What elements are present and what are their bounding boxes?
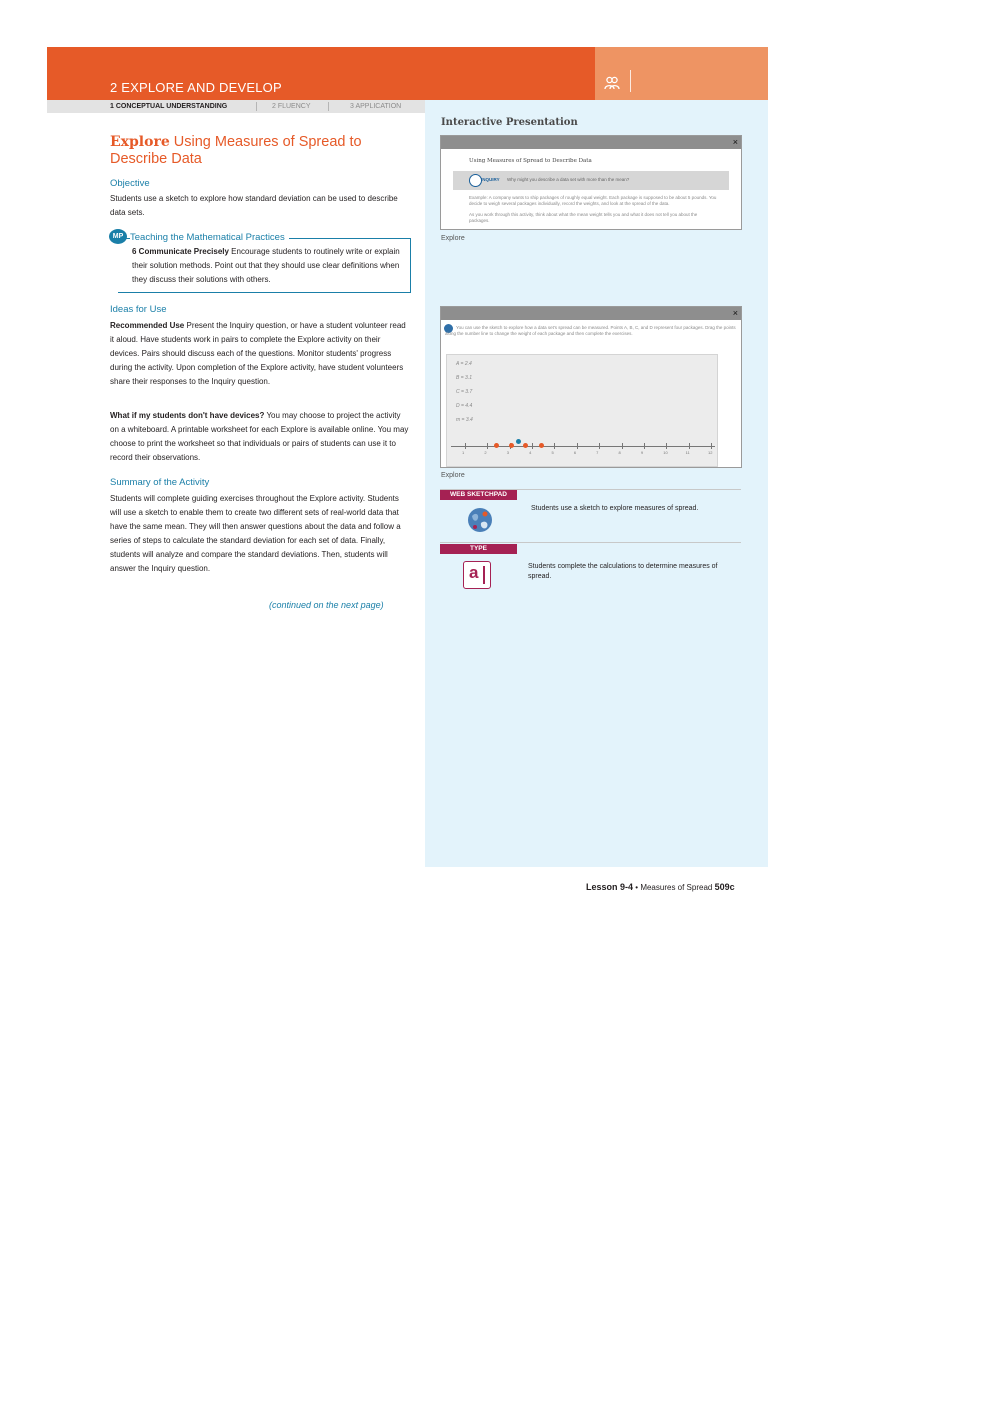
axis-tick [554, 443, 555, 449]
axis-label: 8 [618, 450, 621, 455]
sketch-label: D = 4.4 [456, 403, 473, 409]
web-sketchpad-icon [467, 506, 493, 534]
axis-label: 4 [529, 450, 532, 455]
group-icon [604, 76, 620, 90]
data-point[interactable] [509, 443, 514, 448]
mp-body: Encourage students to routinely write or explain their solution methods. Point out that they should use clear definitions when they discuss their solutions with others. [132, 247, 400, 284]
screenshot-paragraph-2: As you work through this activity, think about what the mean weight tells you and what it does not tell you about the packages. [469, 212, 698, 223]
caption-explore-2: Explore [441, 472, 465, 479]
type-letter: a [469, 563, 479, 582]
interactive-heading: Interactive Presentation [441, 117, 578, 128]
ideas-p2-text: You may choose to project the activity on a whiteboard. A printable worksheet for each Explore is available online. You may choose to print the worksheet so that individuals or pairs of students can use it to record their observations. [110, 411, 409, 462]
axis-tick [577, 443, 578, 449]
screenshot-title: Using Measures of Spread to Describe Data [469, 158, 592, 164]
web-sketchpad-tag: WEB SKETCHPAD [440, 490, 517, 500]
footer-lesson: Lesson 9-4 [586, 882, 634, 892]
screenshot-titlebar [441, 307, 741, 320]
footer-topic: Measures of Spread [640, 883, 713, 892]
axis-label: 6 [573, 450, 577, 455]
tab-conceptual-understanding[interactable]: 1 CONCEPTUAL UNDERSTANDING [110, 103, 228, 110]
summary-text: Students will complete guiding exercises throughout the Explore activity. Students will use a sketch to enable them to create two different sets of real-world data that have the same mean. They will then answer questions about the data and follow a series of steps to calculate the standard deviation for each set of data. Finally, students will analyze and compare the standard deviations. Then, students will answer the Inquiry question. [110, 494, 401, 573]
type-description: Students complete the calculations to determine measures of spread. [528, 563, 718, 580]
mean-marker [516, 439, 521, 444]
axis-label: 5 [551, 450, 554, 455]
caption-explore-1: Explore [441, 235, 465, 242]
objective-text: Students use a sketch to explore how standard deviation can be used to describe data sets. [110, 194, 398, 217]
page-title [110, 134, 410, 168]
tab-application[interactable]: 3 APPLICATION [350, 103, 402, 110]
sketch-label: A = 2.4 [456, 361, 472, 367]
summary-heading: Summary of the Activity [110, 477, 210, 488]
axis-label: 11 [685, 450, 690, 455]
axis-tick [599, 443, 600, 449]
ideas-paragraph-2 [110, 409, 410, 465]
type-tag: TYPE [440, 544, 517, 554]
close-icon[interactable]: × [732, 137, 738, 147]
axis-label: 3 [506, 450, 509, 455]
axis-label: 12 [708, 450, 713, 455]
screenshot-explore-sketch [440, 306, 742, 468]
divider [440, 542, 741, 543]
data-point[interactable] [539, 443, 544, 448]
screenshot-paragraph-1: Example: A company wants to ship packages of roughly equal weight. Each package is supposed to be about 5 pounds. You decide to weigh several packages individually, record the weights, and look at the spread of the data. [469, 195, 717, 206]
header-divider [630, 70, 631, 92]
web-sketchpad-description: Students use a sketch to explore measures of spread. [531, 505, 699, 512]
data-point[interactable] [523, 443, 528, 448]
axis-tick [689, 443, 690, 449]
tab-separator [328, 102, 329, 111]
number-line [451, 446, 715, 447]
inquiry-label: INQUIRY [481, 177, 500, 182]
ideas-p1-lead: Recommended Use [110, 321, 185, 330]
axis-label: 10 [663, 450, 668, 455]
axis-tick [487, 443, 488, 449]
cursor-bar [483, 566, 485, 584]
inquiry-bar [453, 171, 729, 190]
footer-page: 509c [714, 882, 735, 892]
axis-tick [465, 443, 466, 449]
ideas-p2-lead: What if my students don't have devices? [110, 411, 265, 420]
ideas-heading: Ideas for Use [110, 304, 167, 315]
footer-bullet: • [635, 883, 639, 892]
close-icon[interactable]: × [732, 308, 738, 318]
objective-heading: Objective [110, 178, 150, 189]
tab-fluency[interactable]: 2 FLUENCY [272, 103, 311, 110]
sketch-instructions: You can use the sketch to explore how a data set's spread can be measured. Points A, B, C, and D represent four packages. Drag the points along the number line to change the weight of each package and then complete the exercises. [445, 325, 736, 336]
axis-tick [532, 443, 533, 449]
page-footer [586, 882, 735, 892]
continued-note: (continued on the next page) [269, 600, 384, 610]
ideas-p1-text: Present the Inquiry question, or have a student volunteer read it aloud. Have students work in pairs to complete the Explore activity on their devices. Pairs should discuss each of the questions. Monitor students' progress during the activity. Upon completion of the Explore activity, have student volunteers share their responses to the Inquiry question. [110, 321, 406, 386]
screenshot-titlebar [441, 136, 741, 149]
data-point[interactable] [494, 443, 499, 448]
axis-label: 1 [462, 450, 465, 455]
tab-separator [256, 102, 257, 111]
axis-label: 2 [484, 450, 487, 455]
inquiry-text: Why might you describe a data set with more than the mean? [507, 177, 630, 182]
sketch-label: C = 3.7 [456, 389, 473, 395]
sketch-label: B = 3.1 [456, 375, 472, 381]
axis-tick [622, 443, 623, 449]
axis-tick [666, 443, 667, 449]
progress-tabs [47, 100, 425, 113]
ideas-paragraph-1 [110, 319, 410, 389]
mp-lead: 6 Communicate Precisely [132, 247, 229, 256]
mp-heading: Teaching the Mathematical Practices [130, 232, 289, 243]
axis-tick [644, 443, 645, 449]
axis-tick [711, 443, 712, 449]
title-rest: Using Measures of Spread to Describe Data [110, 134, 362, 167]
sketch-canvas[interactable] [446, 354, 718, 467]
type-icon [463, 561, 491, 589]
sketch-label: m = 3.4 [456, 417, 473, 423]
mp-text [132, 245, 402, 287]
axis-label: 9 [640, 450, 644, 455]
axis-label: 7 [596, 450, 599, 455]
title-explore: Explore [110, 134, 170, 150]
screenshot-explore-intro [440, 135, 742, 230]
section-title: 2 EXPLORE AND DEVELOP [110, 80, 282, 95]
mp-badge-icon: MP [109, 229, 127, 244]
header-band-right [595, 47, 768, 100]
